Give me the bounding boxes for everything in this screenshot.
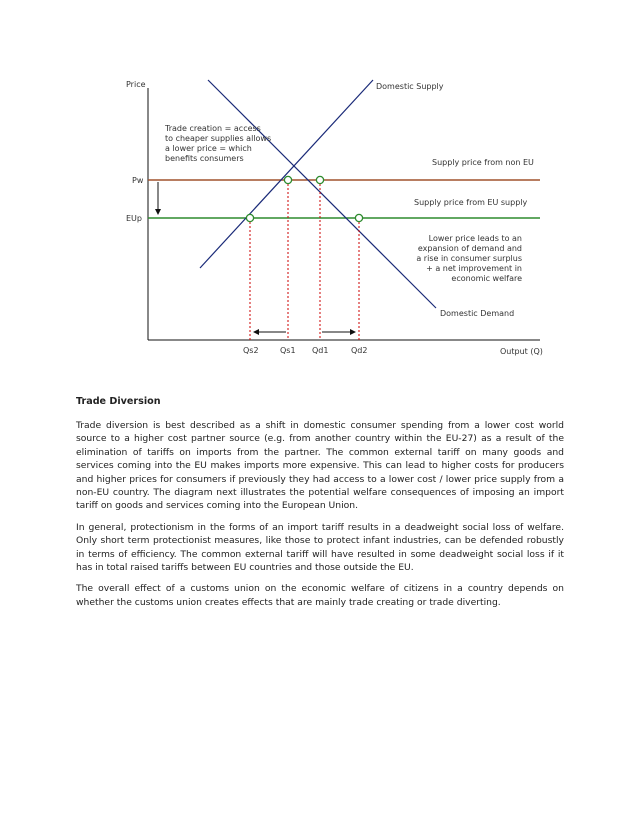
paragraph-overall-effect: The overall effect of a customs union on the economic welfare of citizens in a country depends on whether the customs union creates effects that are mainly trade creating or trade diverting.: [76, 583, 564, 608]
domestic-supply-curve: [200, 80, 373, 268]
trade-diversion-diagram: [0, 0, 638, 380]
price-label-eu: EUp: [126, 214, 142, 223]
marker-qs2: [246, 214, 253, 221]
article-body: [76, 396, 564, 617]
domestic-demand-label: Domestic Demand: [440, 309, 515, 318]
y-axis-label: Price: [126, 80, 146, 89]
qty-label-qd1: Qd1: [312, 346, 329, 355]
marker-qs1: [284, 176, 291, 183]
svg-text:Lower price leads to an: Lower price leads to an: [428, 234, 522, 243]
paragraph-trade-diversion: Trade diversion is best described as a shift in domestic consumer spending from a lower cost world source to a higher cost partner source (e.g. from another country within the EU-27) as a result of the elimination of tariffs on imports from the partner. The common external tariff on many goods and services coming into the EU makes imports more expensive. This can lead to higher costs for producers and higher prices for consumers if previously they had access to a lower cost / lower price supply from a non-EU country. The diagram next illustrates the potential welfare consequences of imposing an import tariff on goods and services coming into the European Union.: [76, 420, 564, 512]
domestic-supply-label: Domestic Supply: [376, 82, 444, 91]
price-label-non-eu: Pw: [132, 176, 144, 185]
non-eu-price-label: Supply price from non EU: [432, 158, 534, 167]
qty-label-qs2: Qs2: [243, 346, 259, 355]
domestic-demand-curve: [208, 80, 436, 308]
trade-creation-note: [164, 124, 271, 163]
svg-text:expansion of demand and: expansion of demand and: [417, 244, 522, 253]
lower-price-note: [416, 234, 522, 283]
qty-label-qd2: Qd2: [351, 346, 368, 355]
svg-text:a rise in consumer surplus: a rise in consumer surplus: [416, 254, 522, 263]
paragraph-protectionism: In general, protectionism in the forms of an import tariff results in a deadweight social loss of welfare. Only short term protectionist measures, like those to protect infant industries, can be defended robustly in terms of efficiency. The common external tariff will have resulted in some deadweight social loss if it has in total raised tariffs between EU countries and those outside the EU.: [76, 521, 564, 574]
x-axis-label: Output (Q): [500, 347, 543, 356]
qty-label-qs1: Qs1: [280, 346, 296, 355]
svg-text:benefits consumers: benefits consumers: [165, 154, 244, 163]
svg-text:Trade creation = access: Trade creation = access: [165, 124, 261, 133]
svg-text:+ a net improvement in: + a net improvement in: [426, 264, 522, 273]
marker-qd1: [316, 176, 323, 183]
svg-text:a lower price = which: a lower price = which: [165, 144, 252, 153]
eu-price-label: Supply price from EU supply: [414, 198, 528, 207]
section-heading: Trade Diversion: [76, 396, 161, 407]
marker-qd2: [355, 214, 362, 221]
svg-text:to cheaper supplies allows: to cheaper supplies allows: [165, 134, 272, 143]
svg-text:economic welfare: economic welfare: [451, 274, 522, 283]
